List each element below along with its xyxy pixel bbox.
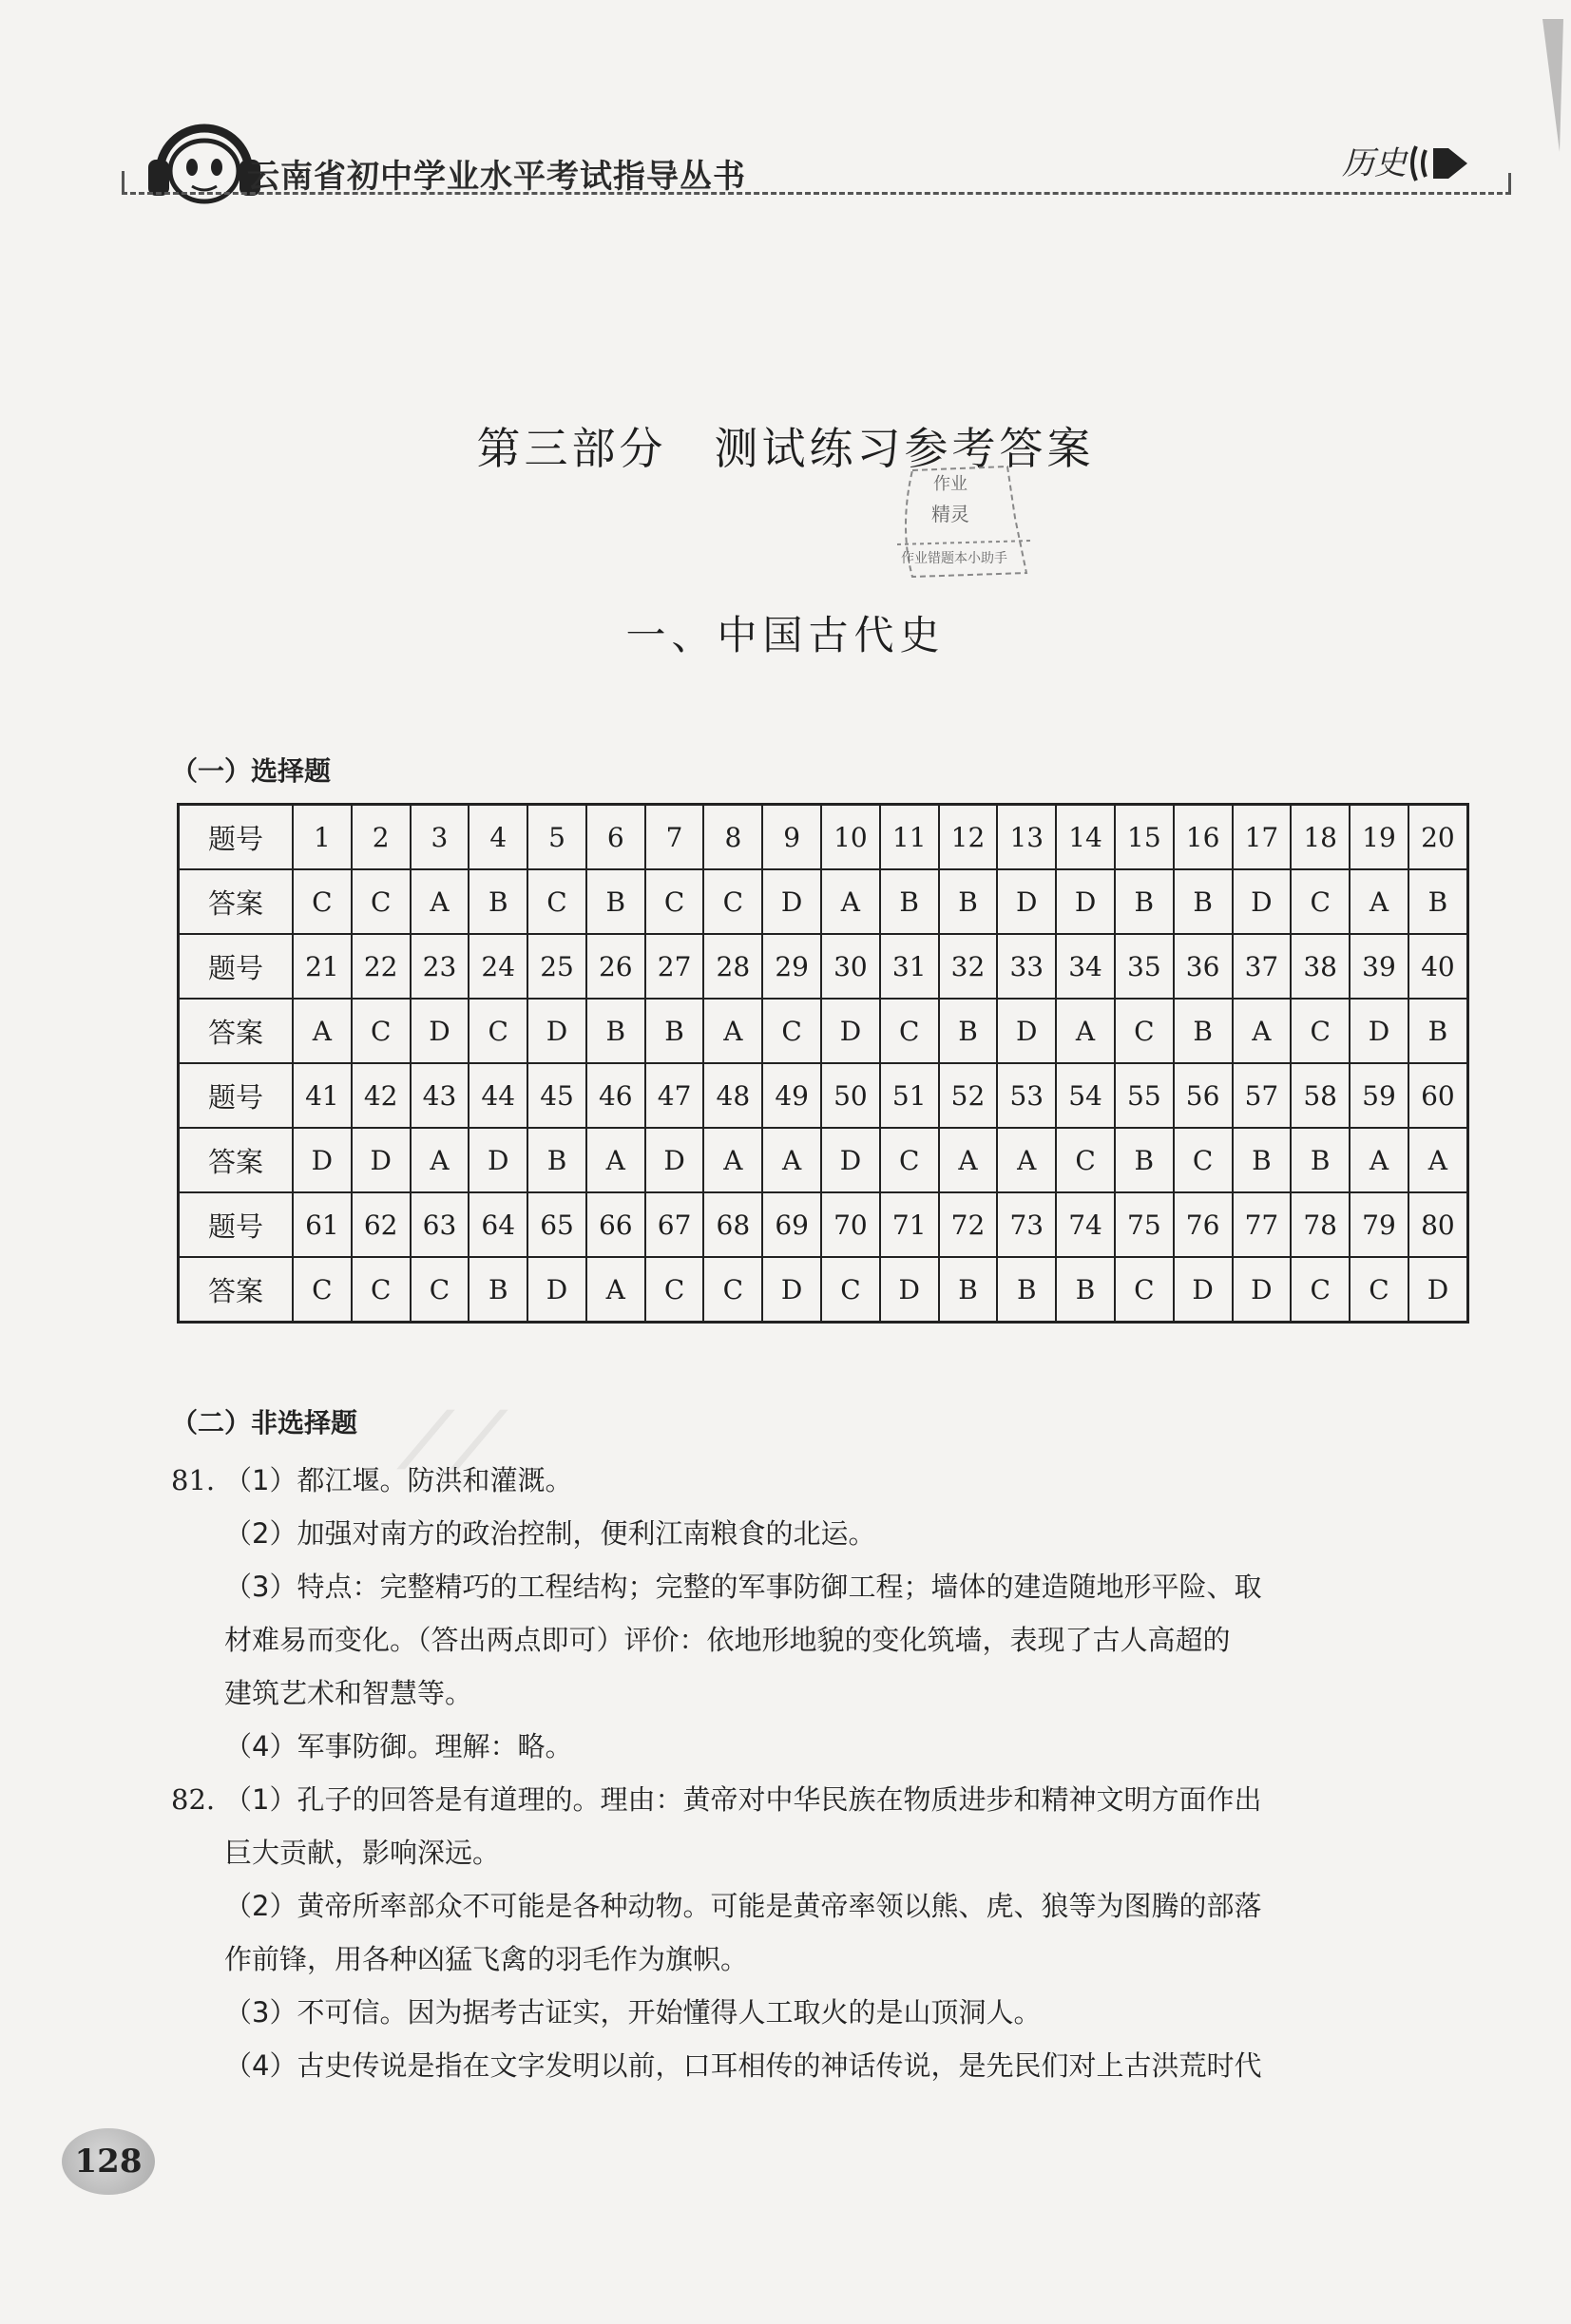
answer-cell: C [880, 1128, 939, 1192]
question-number-cell: 32 [939, 934, 998, 999]
answer-cell: B [1408, 999, 1468, 1063]
question-number-cell: 34 [1056, 934, 1115, 999]
answer-cell: D [762, 1257, 821, 1323]
table-row-numbers [179, 1063, 1468, 1128]
question-number-cell: 38 [1291, 934, 1350, 999]
question-number-cell: 8 [703, 805, 762, 870]
question-number-cell: 10 [821, 805, 880, 870]
answer-cell: A [703, 999, 762, 1063]
question-number-cell: 58 [1291, 1063, 1350, 1128]
answer-table [177, 803, 1469, 1324]
part-title-right: 测试练习参考答案 [714, 423, 1095, 474]
answer-cell: C [469, 999, 527, 1063]
speaker-icon [1407, 135, 1502, 192]
question-number-cell: 76 [1174, 1192, 1233, 1257]
answer-line: （3）不可信。因为据考古证实，开始懂得人工取火的是山顶洞人。 [224, 1996, 1042, 2029]
part-title [0, 414, 1571, 477]
question-number-cell: 74 [1056, 1192, 1115, 1257]
answer-cell: C [1291, 999, 1350, 1063]
answer-cell: D [762, 869, 821, 934]
answer-cell: D [1350, 999, 1408, 1063]
answer-cell: B [469, 1257, 527, 1323]
question-number-cell: 24 [469, 934, 527, 999]
answer-cell: D [880, 1257, 939, 1323]
header-dashed-rule [122, 192, 1511, 195]
answer-line: 作前锋，用各种凶猛飞禽的羽毛作为旗帜。 [224, 1943, 749, 1975]
answer-cell: D [821, 1128, 880, 1192]
answer-cell: C [645, 1257, 704, 1323]
table-row-numbers [179, 805, 1468, 870]
answer-cell: D [1233, 1257, 1292, 1323]
question-number-cell: 71 [880, 1192, 939, 1257]
answer-cell: D [645, 1128, 704, 1192]
question-number-cell: 69 [762, 1192, 821, 1257]
question-number-cell: 5 [527, 805, 586, 870]
question-number-cell: 27 [645, 934, 704, 999]
question-number-cell: 26 [586, 934, 645, 999]
question-number-cell: 70 [821, 1192, 880, 1257]
question-number-cell: 56 [1174, 1063, 1233, 1128]
answer-cell: C [645, 869, 704, 934]
answer-cell: D [352, 1128, 411, 1192]
question-number-cell: 25 [527, 934, 586, 999]
question-number-cell: 15 [1115, 805, 1174, 870]
answer-line: （3）特点：完整精巧的工程结构；完整的军事防御工程；墙体的建造随地形平险、取 [224, 1571, 1262, 1603]
question-number-cell: 48 [703, 1063, 762, 1128]
question-number-cell: 77 [1233, 1192, 1292, 1257]
answer-cell: D [1174, 1257, 1233, 1323]
answer-cell: D [469, 1128, 527, 1192]
question-number-cell: 28 [703, 934, 762, 999]
question-number-cell: 59 [1350, 1063, 1408, 1128]
subject-label: 历史 [1342, 144, 1407, 182]
page-edge-shadow [1539, 19, 1567, 152]
stamp-watermark [893, 461, 1036, 589]
question-number-cell: 4 [469, 805, 527, 870]
row-header-answer: 答案 [179, 999, 294, 1063]
answer-cell: D [293, 1128, 352, 1192]
stamp-line2: 精灵 [931, 503, 969, 525]
question-number-cell: 37 [1233, 934, 1292, 999]
row-header-answer: 答案 [179, 1257, 294, 1323]
answer-cell: C [1350, 1257, 1408, 1323]
answer-cell: C [821, 1257, 880, 1323]
question-number-cell: 72 [939, 1192, 998, 1257]
answer-cell: C [352, 999, 411, 1063]
answer-cell: B [1233, 1128, 1292, 1192]
answer-cell: D [997, 869, 1056, 934]
stamp-line1: 作业 [933, 474, 968, 494]
table-row-answers [179, 869, 1468, 934]
answer-cell: B [645, 999, 704, 1063]
answer-cell: B [997, 1257, 1056, 1323]
question-number-cell: 43 [411, 1063, 469, 1128]
question-number-cell: 14 [1056, 805, 1115, 870]
question-number-cell: 62 [352, 1192, 411, 1257]
answer-cell: C [762, 999, 821, 1063]
question-number-cell: 44 [469, 1063, 527, 1128]
row-header-answer: 答案 [179, 1128, 294, 1192]
question-number-cell: 75 [1115, 1192, 1174, 1257]
answer-cell: B [939, 1257, 998, 1323]
answer-cell: D [997, 999, 1056, 1063]
question-number-cell: 1 [293, 805, 352, 870]
section-title: 一、中国古代史 [625, 612, 946, 658]
answer-cell: C [1056, 1128, 1115, 1192]
answer-cell: A [1056, 999, 1115, 1063]
answer-cell: B [1408, 869, 1468, 934]
question-number-cell: 31 [880, 934, 939, 999]
question-number-cell: 35 [1115, 934, 1174, 999]
mc-heading: （一）选择题 [171, 755, 332, 787]
answer-cell: A [821, 869, 880, 934]
question-number-cell: 30 [821, 934, 880, 999]
row-header-number: 题号 [179, 805, 294, 870]
question-number-cell: 73 [997, 1192, 1056, 1257]
answer-cell: D [527, 999, 586, 1063]
answer-text: （1）孔子的回答是有道理的。理由：黄帝对中华民族在物质进步和精神文明方面作出 [224, 1783, 1262, 1816]
question-number-cell: 54 [1056, 1063, 1115, 1128]
question-number-cell: 47 [645, 1063, 704, 1128]
stamp-line3: 作业错题本小助手 [901, 551, 1007, 566]
answer-cell: A [1350, 869, 1408, 934]
answer-cell: C [880, 999, 939, 1063]
answer-cell: A [1408, 1128, 1468, 1192]
table-row-answers [179, 999, 1468, 1063]
answer-text: （1）都江堰。防洪和灌溉。 [224, 1464, 573, 1496]
answer-cell: D [821, 999, 880, 1063]
answer-cell: C [703, 1257, 762, 1323]
question-number-cell: 65 [527, 1192, 586, 1257]
answer-cell: C [293, 869, 352, 934]
question-number-cell: 16 [1174, 805, 1233, 870]
question-number-cell: 36 [1174, 934, 1233, 999]
question-number-cell: 45 [527, 1063, 586, 1128]
question-number-cell: 39 [1350, 934, 1408, 999]
answer-cell: C [1291, 1257, 1350, 1323]
question-number-cell: 18 [1291, 805, 1350, 870]
question-number-cell: 49 [762, 1063, 821, 1128]
question-number-cell: 42 [352, 1063, 411, 1128]
answer-cell: A [762, 1128, 821, 1192]
question-number-cell: 51 [880, 1063, 939, 1128]
question-number-cell: 41 [293, 1063, 352, 1128]
question-number-cell: 63 [411, 1192, 469, 1257]
answer-cell: D [1233, 869, 1292, 934]
answer-cell: A [997, 1128, 1056, 1192]
answer-cell: A [411, 869, 469, 934]
answer-line: （4）军事防御。理解：略。 [224, 1730, 573, 1762]
answer-cell: B [1056, 1257, 1115, 1323]
question-number-cell: 78 [1291, 1192, 1350, 1257]
question-number-cell: 20 [1408, 805, 1468, 870]
answer-cell: C [411, 1257, 469, 1323]
answer-cell: C [1291, 869, 1350, 934]
question-number-cell: 9 [762, 805, 821, 870]
question-number-cell: 60 [1408, 1063, 1468, 1128]
answer-cell: D [1056, 869, 1115, 934]
answer-cell: C [527, 869, 586, 934]
answer-cell: A [939, 1128, 998, 1192]
series-title: 云南省初中学业水平考试指导丛书 [247, 158, 746, 196]
question-number-cell: 61 [293, 1192, 352, 1257]
answer-line: （2）加强对南方的政治控制，便利江南粮食的北运。 [224, 1517, 876, 1550]
row-header-number: 题号 [179, 1063, 294, 1128]
question-number-cell: 19 [1350, 805, 1408, 870]
answer-line: 建筑艺术和智慧等。 [224, 1677, 473, 1709]
table-row-numbers [179, 1192, 1468, 1257]
answer-cell: B [1115, 869, 1174, 934]
answer-cell: B [586, 869, 645, 934]
answer-cell: B [1115, 1128, 1174, 1192]
question-number-cell: 55 [1115, 1063, 1174, 1128]
question-number-cell: 80 [1408, 1192, 1468, 1257]
question-number-cell: 68 [703, 1192, 762, 1257]
question-first-line [171, 1773, 1473, 1826]
question-number-cell: 67 [645, 1192, 704, 1257]
question-number-cell: 64 [469, 1192, 527, 1257]
answer-cell: C [1115, 999, 1174, 1063]
question-number-cell: 2 [352, 805, 411, 870]
question-first-line [171, 1454, 1473, 1507]
question-number-cell: 22 [352, 934, 411, 999]
question-number-cell: 12 [939, 805, 998, 870]
faint-watermark: ⟋⟋ [399, 1397, 506, 1485]
answer-cell: C [352, 869, 411, 934]
question-number-cell: 7 [645, 805, 704, 870]
row-header-answer: 答案 [179, 869, 294, 934]
answer-cell: A [1350, 1128, 1408, 1192]
question-number-cell: 66 [586, 1192, 645, 1257]
answer-cell: B [939, 869, 998, 934]
answer-cell: C [1174, 1128, 1233, 1192]
question-number-cell: 79 [1350, 1192, 1408, 1257]
question-number-cell: 6 [586, 805, 645, 870]
answer-cell: A [1233, 999, 1292, 1063]
answer-cell: C [1115, 1257, 1174, 1323]
answer-cell: D [411, 999, 469, 1063]
question-number-cell: 13 [997, 805, 1056, 870]
question-number-cell: 50 [821, 1063, 880, 1128]
question-number-cell: 40 [1408, 934, 1468, 999]
answer-cell: B [527, 1128, 586, 1192]
row-header-number: 题号 [179, 934, 294, 999]
part-title-left: 第三部分 [476, 423, 667, 474]
answer-line: （4）古史传说是指在文字发明以前，口耳相传的神话传说，是先民们对上古洪荒时代 [224, 2049, 1262, 2082]
answer-cell: C [352, 1257, 411, 1323]
question-number-cell: 11 [880, 805, 939, 870]
table-row-answers [179, 1128, 1468, 1192]
question-number-cell: 52 [939, 1063, 998, 1128]
question-number-cell: 17 [1233, 805, 1292, 870]
answer-cell: B [1174, 869, 1233, 934]
answer-cell: B [1291, 1128, 1350, 1192]
open-answers [171, 1454, 1473, 2092]
question-number-cell: 33 [997, 934, 1056, 999]
answer-cell: B [586, 999, 645, 1063]
page-number: 128 [62, 2128, 155, 2195]
answer-cell: A [586, 1128, 645, 1192]
question-number-cell: 53 [997, 1063, 1056, 1128]
question-number-cell: 21 [293, 934, 352, 999]
question-number-cell: 3 [411, 805, 469, 870]
answer-cell: A [293, 999, 352, 1063]
nonmc-heading: （二）非选择题 [171, 1407, 358, 1438]
table-row-numbers [179, 934, 1468, 999]
question-number-cell: 23 [411, 934, 469, 999]
question-number: 81. [171, 1464, 216, 1496]
answer-cell: B [469, 869, 527, 934]
question-number: 82. [171, 1783, 216, 1816]
answer-cell: A [586, 1257, 645, 1323]
answer-cell: A [411, 1128, 469, 1192]
header-rule-right-tick [1508, 173, 1511, 195]
answer-line: 材难易而变化。（答出两点即可）评价：依地形地貌的变化筑墙，表现了古人高超的 [224, 1624, 1231, 1656]
page-header [114, 114, 1521, 209]
question-number-cell: 29 [762, 934, 821, 999]
answer-line: 巨大贡献，影响深远。 [224, 1837, 501, 1869]
answer-cell: B [1174, 999, 1233, 1063]
answer-cell: A [703, 1128, 762, 1192]
answer-cell: C [703, 869, 762, 934]
answer-cell: D [1408, 1257, 1468, 1323]
question-number-cell: 46 [586, 1063, 645, 1128]
answer-cell: B [880, 869, 939, 934]
row-header-number: 题号 [179, 1192, 294, 1257]
answer-cell: B [939, 999, 998, 1063]
answer-cell: D [527, 1257, 586, 1323]
question-number-cell: 57 [1233, 1063, 1292, 1128]
answer-cell: C [293, 1257, 352, 1323]
answer-line: （2）黄帝所率部众不可能是各种动物。可能是黄帝率领以熊、虎、狼等为图腾的部落 [224, 1890, 1262, 1922]
table-row-answers [179, 1257, 1468, 1323]
